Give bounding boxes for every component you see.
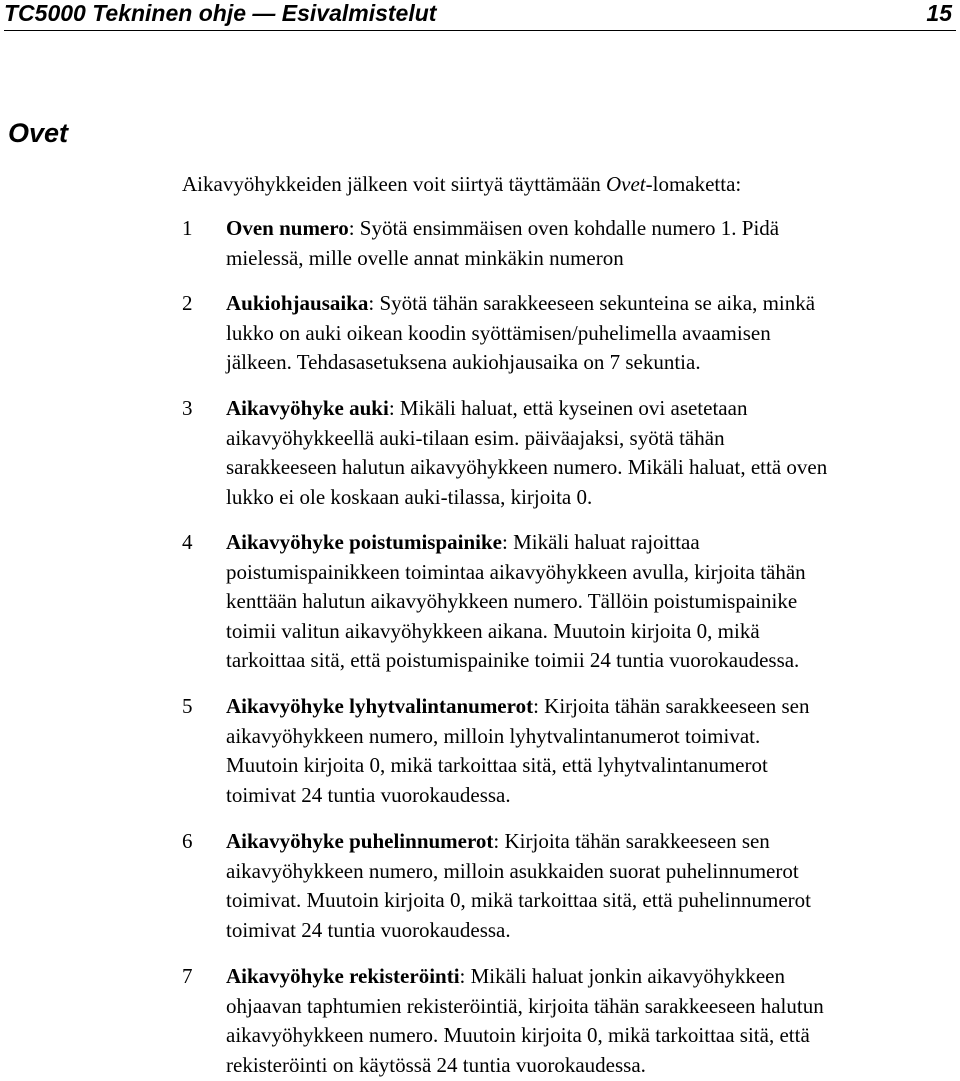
intro-text-before: Aikavyöhykkeiden jälkeen voit siirtyä täyttämään <box>182 172 606 196</box>
item-body <box>226 692 942 810</box>
item-line: jälkeen. Tehdasasetuksena aukiohjausaika on 7 sekuntia. <box>226 350 701 374</box>
item-line: Muutoin kirjoita 0, mikä tarkoittaa sitä, että lyhytvalintanumerot <box>226 753 768 777</box>
item-body <box>226 528 942 676</box>
intro-paragraph <box>182 170 741 199</box>
item-term: Aikavyöhyke lyhytvalintanumerot <box>226 694 534 718</box>
item-number: 2 <box>182 291 193 315</box>
item-line: : Syötä tähän sarakkeeseen sekunteina se aika, minkä <box>368 291 816 315</box>
item-term: Aikavyöhyke puhelinnumerot <box>226 829 494 853</box>
page-number: 15 <box>926 0 952 26</box>
item-line: : Mikäli haluat rajoittaa <box>502 530 700 554</box>
item-line: toimivat 24 tuntia vuorokaudessa. <box>226 782 511 807</box>
item-line: toimii valitun aikavyöhykkeen aikana. Muutoin kirjoita 0, mikä <box>226 618 760 643</box>
item-line: kenttään halutun aikavyöhykkeen numero. Tällöin poistumispainike <box>226 589 798 613</box>
item-line: : Kirjoita tähän sarakkeeseen sen <box>493 829 770 853</box>
item-line: : Kirjoita tähän sarakkeeseen sen <box>533 694 810 718</box>
section-title: Ovet <box>8 118 69 148</box>
item-line: ohjaavan taphtumien rekisteröintiä, kirjoita tähän sarakkeeseen halutun <box>226 993 824 1018</box>
item-line: aikavyöhykkeen numero, milloin lyhytvalintanumerot toimivat. <box>226 723 761 748</box>
item-number: 7 <box>182 964 193 988</box>
item-term: Aikavyöhyke auki <box>226 396 389 420</box>
item-line: lukko ei ole koskaan auki-tilassa, kirjoita 0. <box>226 484 593 509</box>
item-line: aikavyöhykkeen numero, milloin asukkaiden suorat puhelinnumerot <box>226 858 799 883</box>
item-number: 4 <box>182 530 193 554</box>
item-body <box>226 962 942 1080</box>
item-number: 5 <box>182 694 193 718</box>
item-line: : Mikäli haluat jonkin aikavyöhykkeen <box>459 964 785 988</box>
item-line: poistumispainikkeen toimintaa aikavyöhykkeen avulla, kirjoita tähän <box>226 559 806 584</box>
item-number: 1 <box>182 216 193 240</box>
item-body <box>226 214 942 273</box>
list-item-aukiohjausaika <box>182 289 942 378</box>
item-term: Aikavyöhyke poistumispainike <box>226 530 502 554</box>
item-body <box>226 827 942 945</box>
item-number: 3 <box>182 396 193 420</box>
list-item-aikavyohyke-auki <box>182 394 942 512</box>
item-number: 6 <box>182 829 193 853</box>
item-line: sarakkeeseen halutun aikavyöhykkeen numero. Mikäli haluat, että oven <box>226 455 828 479</box>
item-body <box>226 289 942 378</box>
list-item-aikavyohyke-poistumispainike <box>182 528 942 676</box>
running-header <box>4 0 956 31</box>
item-term: Aukiohjausaika <box>226 291 369 315</box>
item-line: aikavyöhykkeellä auki-tilaan esim. päiväajaksi, syötä tähän <box>226 425 725 450</box>
item-body <box>226 394 942 512</box>
document-title: TC5000 Tekninen ohje — Esivalmistelut <box>4 0 437 26</box>
item-line: aikavyöhykkeen numero. Muutoin kirjoita 0, mikä tarkoittaa sitä, että <box>226 1023 810 1047</box>
list-item-aikavyohyke-puhelinnumerot <box>182 827 942 945</box>
list-item-aikavyohyke-rekisterointi <box>182 962 942 1080</box>
item-line: tarkoittaa sitä, että poistumispainike toimii 24 tuntia vuorokaudessa. <box>226 648 800 672</box>
item-term: Aikavyöhyke rekisteröinti <box>226 964 460 988</box>
item-line: toimivat 24 tuntia vuorokaudessa. <box>226 917 511 942</box>
item-line: rekisteröinti on käytössä 24 tuntia vuorokaudessa. <box>226 1052 646 1077</box>
item-line: : Syötä ensimmäisen oven kohdalle numero 1. Pidä <box>348 216 780 240</box>
list-item-aikavyohyke-lyhytvalintanumerot <box>182 692 942 810</box>
item-line: toimivat. Muutoin kirjoita 0, mikä tarkoittaa sitä, että puhelinnumerot <box>226 888 811 912</box>
item-line: : Mikäli haluat, että kyseinen ovi asetetaan <box>388 396 748 420</box>
list-item-oven-numero <box>182 214 942 273</box>
intro-form-name: Ovet <box>605 172 646 196</box>
item-line: lukko on auki oikean koodin syöttämisen/puhelimella avaamisen <box>226 320 771 345</box>
intro-text-after: -lomaketta: <box>645 172 742 196</box>
item-term: Oven numero <box>226 216 349 240</box>
item-line: mielessä, mille ovelle annat minkäkin numeron <box>226 245 624 270</box>
